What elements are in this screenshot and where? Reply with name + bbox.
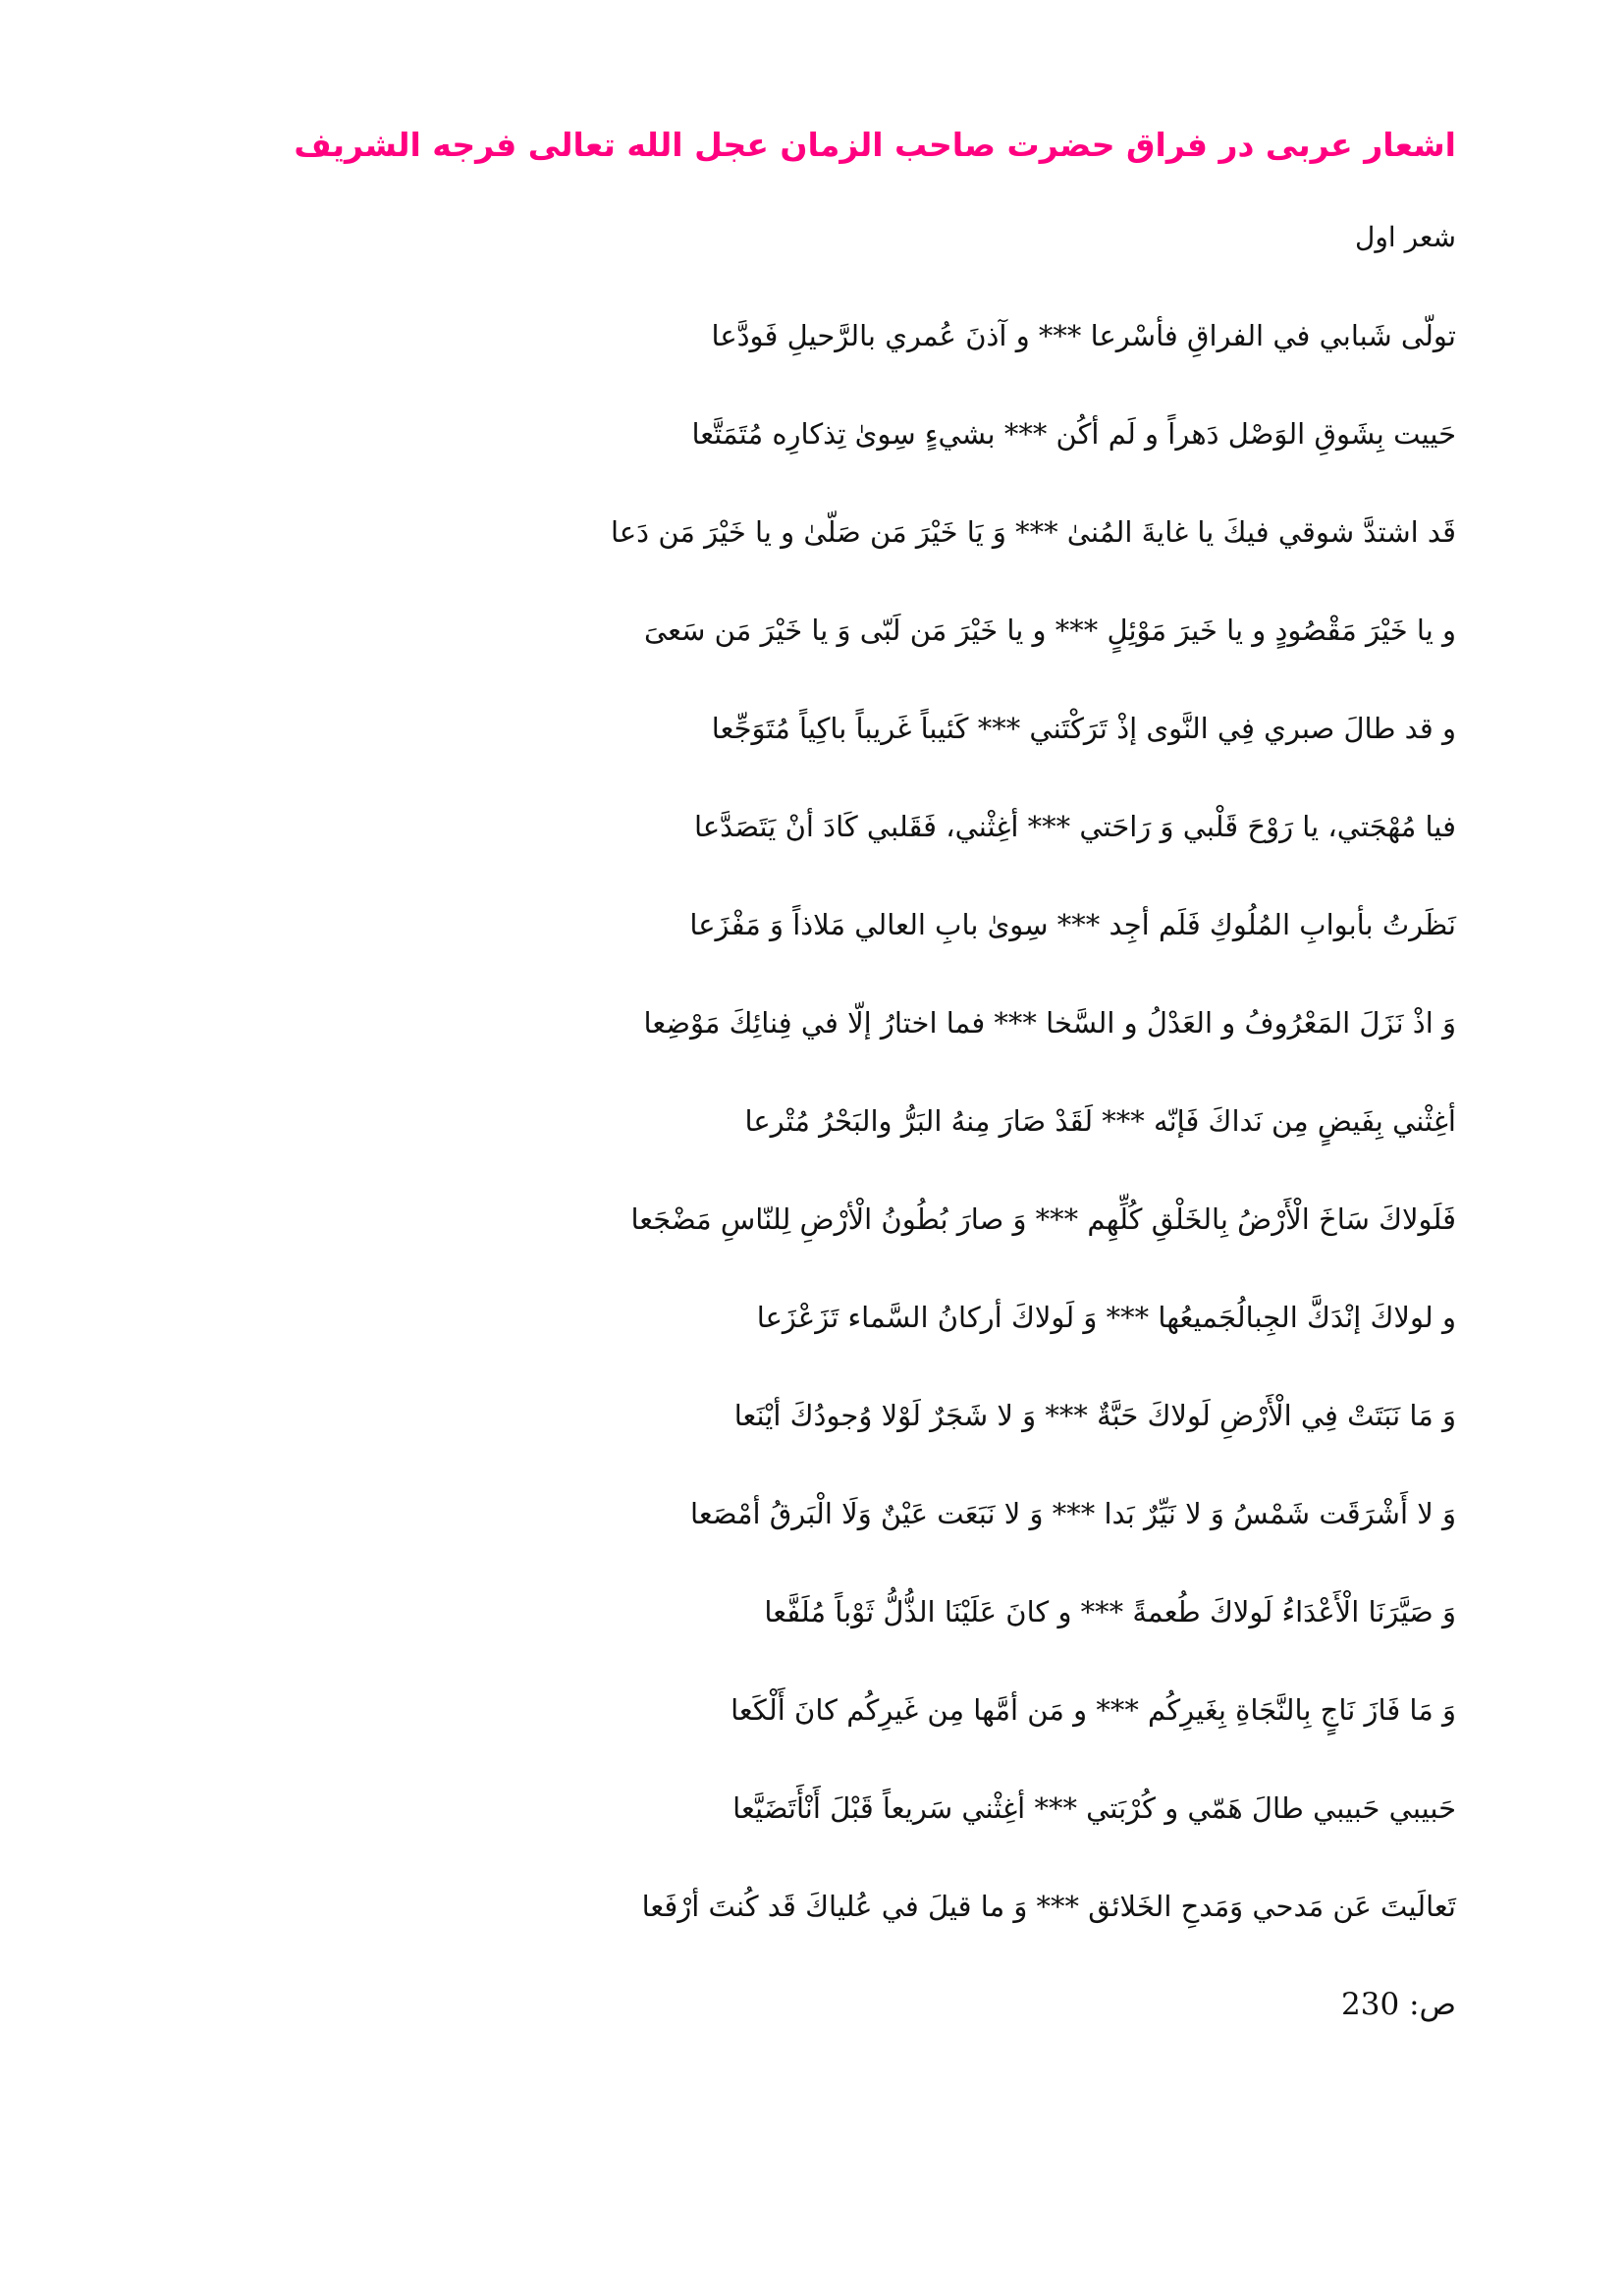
verse-line: وَ صَيَّرَنَا الْأَعْدَاءُ لَولاكَ طُعمةً *** و كانَ عَلَيْنَا الذُّلُّ ثَوْباً مُلَفَّعا bbox=[764, 1595, 1456, 1629]
verse-line: وَ اذْ نَزَلَ المَعْرُوفُ و العَدْلُ و السَّخا *** فما اختارُ إلّا في فِنائِكَ مَوْضِعا bbox=[643, 1006, 1456, 1040]
verse-line: حَبيبي حَبيبي طالَ هَمّي و كُرْبَتي *** أغِثْني سَريعاً قَبْلَ أَنْأَتَضَيَّعا bbox=[732, 1791, 1456, 1825]
verse-line: فيا مُهْجَتي، يا رَوْحَ قَلْبي وَ رَاحَتي *** أغِثْني، فَقَلبي كَادَ أنْ يَتَصَدَّعا bbox=[694, 810, 1456, 843]
verse-line: و يا خَيْرَ مَقْصُودٍ و يا خَيرَ مَوْئِلٍ *** و يا خَيْرَ مَن لَبّى وَ يا خَيْرَ مَن سَعىَ bbox=[643, 614, 1456, 647]
verse-list bbox=[150, 306, 1456, 1936]
verse-line: وَ مَا نَبَتَتْ فِي الْأَرْضِ لَولاكَ حَبَّةٌ *** وَ لا شَجَرٌ لَوْلا وُجودُكَ أيْنَعا bbox=[733, 1399, 1456, 1432]
verse-line: قَد اشتدَّ شوقي فيكَ يا غايةَ المُنىٰ *** وَ يَا خَيْرَ مَن صَلّىٰ و يا خَيْرَ مَن دَعا bbox=[611, 515, 1456, 549]
verse-line: و لولاكَ إنْدَكَّ الجِبالُجَميعُها *** وَ لَولاكَ أركانُ السَّماء تَزَعْزَعا bbox=[756, 1301, 1456, 1334]
verse-line: أغِثْني بِفَيضٍ مِن نَداكَ فَإنّه *** لَقَدْ صَارَ مِنهُ البَرُّ والبَحْرُ مُتْرعا bbox=[744, 1104, 1456, 1138]
verse-line: تَعالَيتَ عَن مَدحي وَمَدحِ الخَلائق *** وَ ما قيلَ في عُلياكَ قَد كُنتَ أرْفَعا bbox=[641, 1890, 1456, 1923]
page-title: اشعار عربی در فراق حضرت صاحب الزمان عجل الله تعالی فرجه الشریف bbox=[294, 126, 1456, 164]
verse-line: و قد طالَ صبري فِي النَّوى إذْ تَرَكْتَني *** كَئيباً غَريباً باكِياً مُتَوَجِّعا bbox=[711, 712, 1456, 745]
verse-line: فَلَولاكَ سَاخَ الْأَرْضُ بِالخَلْقِ كُلِّهِم *** وَ صارَ بُطُونُ الْأرْضِ لِلنّاسِ مَضْجَعا bbox=[630, 1202, 1456, 1236]
page-number: ص: 230 bbox=[1341, 1987, 1456, 2022]
verse-line: تولّی شَبابي في الفراقِ فأسْرعا *** و آذنَ عُمري بالرَّحيلِ فَودَّعا bbox=[711, 319, 1456, 352]
verse-line: وَ مَا فَازَ نَاجٍ بِالنَّجَاةِ بِغَيرِكُم *** و مَن أمَّها مِن غَيرِكُم كانَ أَلْكَعا bbox=[730, 1693, 1456, 1727]
verse-line: وَ لا أَشْرَقَت شَمْسُ وَ لا نَيِّرٌ بَدا *** وَ لا نَبَعَت عَيْنٌ وَلَا الْبَرقُ أمْصَعا bbox=[690, 1497, 1456, 1530]
poem-content bbox=[150, 116, 1456, 2034]
verse-line: نَظَرتُ بأبوابِ المُلُوكِ فَلَم أجِد *** سِوىٰ بابِ العالي مَلاذاً وَ مَفْزَعا bbox=[689, 908, 1456, 941]
poem-subtitle: شعر اول bbox=[1355, 221, 1456, 253]
verse-line: حَييت بِشَوقِ الوَصْل دَهراً و لَم أكُن *** بشيءٍ سِوىٰ تِذكارِه مُتَمَتَّعا bbox=[691, 417, 1456, 451]
